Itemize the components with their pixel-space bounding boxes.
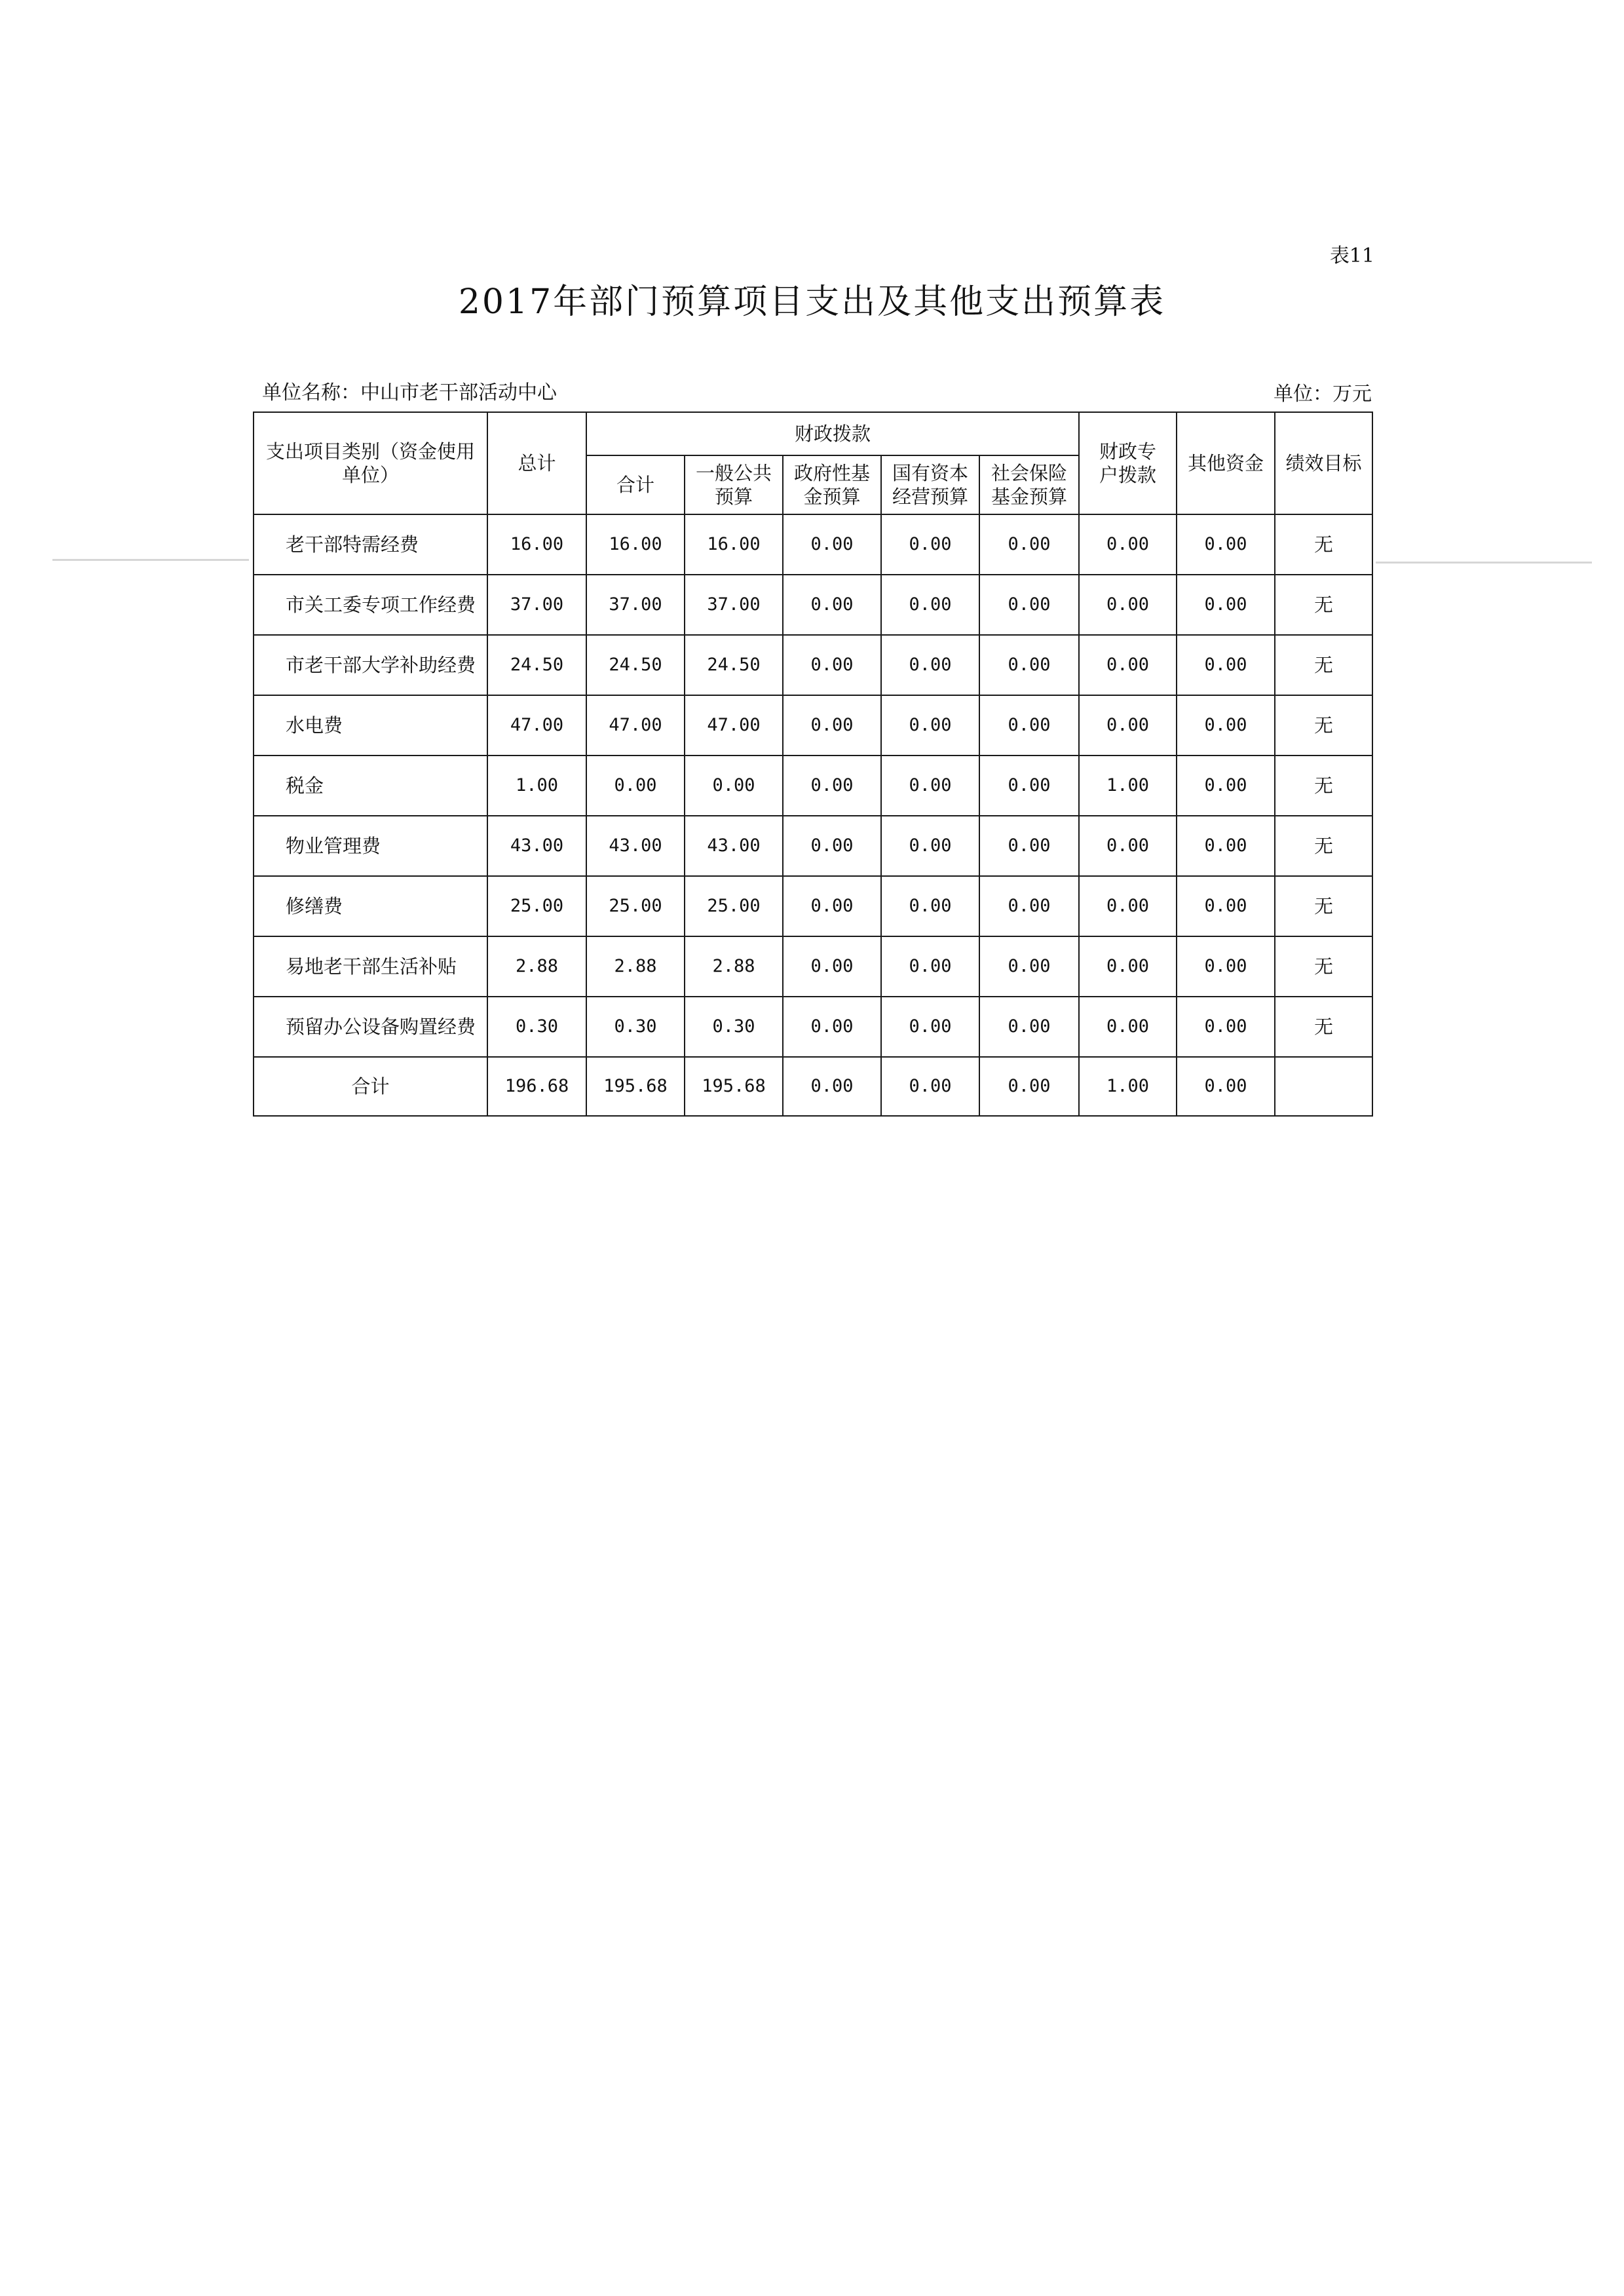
cell-total: 47.00: [487, 695, 586, 756]
cell-general-public: 47.00: [685, 695, 783, 756]
cell-other-funds: 0.00: [1177, 514, 1275, 575]
total-other-funds: 0.00: [1177, 1057, 1275, 1116]
total-gov-fund: 0.00: [783, 1057, 881, 1116]
header-special-account: 财政专户拨款: [1079, 412, 1177, 514]
cell-special-account: 0.00: [1079, 514, 1177, 575]
cell-general-public: 2.88: [685, 936, 783, 997]
total-social-insurance: 0.00: [979, 1057, 1079, 1116]
cell-general-public: 25.00: [685, 876, 783, 936]
cell-fiscal-subtotal: 16.00: [586, 514, 685, 575]
cell-general-public: 0.00: [685, 756, 783, 816]
cell-other-funds: 0.00: [1177, 997, 1275, 1057]
cell-gov-fund: 0.00: [783, 635, 881, 695]
cell-fiscal-subtotal: 2.88: [586, 936, 685, 997]
cell-other-funds: 0.00: [1177, 635, 1275, 695]
unit-name: 单位名称：中山市老干部活动中心: [262, 381, 557, 404]
cell-social-insurance: 0.00: [979, 695, 1079, 756]
cell-gov-fund: 0.00: [783, 514, 881, 575]
cell-state-capital: 0.00: [881, 514, 979, 575]
cell-state-capital: 0.00: [881, 756, 979, 816]
header-gov-fund: 政府性基金预算: [783, 455, 881, 514]
cell-social-insurance: 0.00: [979, 997, 1079, 1057]
cell-state-capital: 0.00: [881, 695, 979, 756]
cell-other-funds: 0.00: [1177, 816, 1275, 876]
cell-total: 43.00: [487, 816, 586, 876]
table-row: [254, 876, 1372, 936]
cell-total: 16.00: [487, 514, 586, 575]
cell-other-funds: 0.00: [1177, 876, 1275, 936]
cell-performance: 无: [1275, 635, 1372, 695]
cell-special-account: 1.00: [1079, 756, 1177, 816]
cell-other-funds: 0.00: [1177, 756, 1275, 816]
table-row: [254, 635, 1372, 695]
cell-state-capital: 0.00: [881, 876, 979, 936]
cell-other-funds: 0.00: [1177, 575, 1275, 635]
total-performance: [1275, 1057, 1372, 1116]
cell-performance: 无: [1275, 816, 1372, 876]
cell-fiscal-subtotal: 0.00: [586, 756, 685, 816]
total-row: [254, 1057, 1372, 1116]
cell-performance: 无: [1275, 575, 1372, 635]
row-item-name: 预留办公设备购置经费: [254, 997, 487, 1057]
cell-other-funds: 0.00: [1177, 695, 1275, 756]
cell-fiscal-subtotal: 37.00: [586, 575, 685, 635]
table-row: [254, 695, 1372, 756]
row-item-name: 修缮费: [254, 876, 487, 936]
row-item-name: 水电费: [254, 695, 487, 756]
scan-streak-left: [52, 559, 249, 561]
cell-general-public: 37.00: [685, 575, 783, 635]
cell-social-insurance: 0.00: [979, 876, 1079, 936]
cell-performance: 无: [1275, 997, 1372, 1057]
total-special-account: 1.00: [1079, 1057, 1177, 1116]
cell-special-account: 0.00: [1079, 635, 1177, 695]
cell-performance: 无: [1275, 514, 1372, 575]
cell-performance: 无: [1275, 936, 1372, 997]
cell-total: 37.00: [487, 575, 586, 635]
cell-social-insurance: 0.00: [979, 936, 1079, 997]
table-row: [254, 997, 1372, 1057]
cell-special-account: 0.00: [1079, 876, 1177, 936]
header-social-insurance: 社会保险基金预算: [979, 455, 1079, 514]
cell-general-public: 43.00: [685, 816, 783, 876]
budget-table: [253, 411, 1373, 1117]
header-category: 支出项目类别（资金使用单位）: [254, 412, 487, 514]
cell-state-capital: 0.00: [881, 635, 979, 695]
cell-gov-fund: 0.00: [783, 997, 881, 1057]
cell-total: 25.00: [487, 876, 586, 936]
cell-social-insurance: 0.00: [979, 756, 1079, 816]
unit-measure: 单位：万元: [1274, 383, 1372, 406]
cell-state-capital: 0.00: [881, 816, 979, 876]
cell-total: 2.88: [487, 936, 586, 997]
cell-fiscal-subtotal: 47.00: [586, 695, 685, 756]
row-item-name: 市老干部大学补助经费: [254, 635, 487, 695]
cell-fiscal-subtotal: 0.30: [586, 997, 685, 1057]
total-total: 196.68: [487, 1057, 586, 1116]
row-item-name: 易地老干部生活补贴: [254, 936, 487, 997]
table-row: [254, 756, 1372, 816]
cell-gov-fund: 0.00: [783, 816, 881, 876]
cell-state-capital: 0.00: [881, 997, 979, 1057]
table-body: [254, 514, 1372, 1116]
table-row: [254, 514, 1372, 575]
cell-special-account: 0.00: [1079, 816, 1177, 876]
cell-general-public: 0.30: [685, 997, 783, 1057]
cell-performance: 无: [1275, 876, 1372, 936]
header-fiscal-group: 财政拨款: [586, 412, 1079, 455]
total-state-capital: 0.00: [881, 1057, 979, 1116]
cell-performance: 无: [1275, 756, 1372, 816]
cell-performance: 无: [1275, 695, 1372, 756]
table-number-label: 表11: [1329, 244, 1374, 267]
row-item-name: 税金: [254, 756, 487, 816]
cell-special-account: 0.00: [1079, 695, 1177, 756]
row-item-name: 老干部特需经费: [254, 514, 487, 575]
cell-fiscal-subtotal: 24.50: [586, 635, 685, 695]
cell-fiscal-subtotal: 25.00: [586, 876, 685, 936]
cell-other-funds: 0.00: [1177, 936, 1275, 997]
page-title: 2017年部门预算项目支出及其他支出预算表: [458, 282, 1166, 322]
header-other-funds: 其他资金: [1177, 412, 1275, 514]
scan-streak-right: [1376, 562, 1592, 564]
total-fiscal-subtotal: 195.68: [586, 1057, 685, 1116]
header-fiscal-subtotal: 合计: [586, 455, 685, 514]
row-item-name: 市关工委专项工作经费: [254, 575, 487, 635]
row-item-name: 物业管理费: [254, 816, 487, 876]
cell-social-insurance: 0.00: [979, 816, 1079, 876]
table-row: [254, 936, 1372, 997]
cell-social-insurance: 0.00: [979, 575, 1079, 635]
cell-gov-fund: 0.00: [783, 756, 881, 816]
total-row-label: 合计: [254, 1057, 487, 1116]
header-performance: 绩效目标: [1275, 412, 1372, 514]
cell-gov-fund: 0.00: [783, 936, 881, 997]
table-row: [254, 575, 1372, 635]
cell-gov-fund: 0.00: [783, 695, 881, 756]
cell-total: 0.30: [487, 997, 586, 1057]
cell-general-public: 16.00: [685, 514, 783, 575]
header-state-capital: 国有资本经营预算: [881, 455, 979, 514]
cell-state-capital: 0.00: [881, 936, 979, 997]
table-row: [254, 816, 1372, 876]
cell-general-public: 24.50: [685, 635, 783, 695]
cell-total: 24.50: [487, 635, 586, 695]
cell-total: 1.00: [487, 756, 586, 816]
header-total: 总计: [487, 412, 586, 514]
cell-special-account: 0.00: [1079, 575, 1177, 635]
cell-social-insurance: 0.00: [979, 635, 1079, 695]
cell-social-insurance: 0.00: [979, 514, 1079, 575]
cell-state-capital: 0.00: [881, 575, 979, 635]
cell-gov-fund: 0.00: [783, 575, 881, 635]
cell-fiscal-subtotal: 43.00: [586, 816, 685, 876]
header-general-public: 一般公共预算: [685, 455, 783, 514]
cell-special-account: 0.00: [1079, 936, 1177, 997]
cell-gov-fund: 0.00: [783, 876, 881, 936]
cell-special-account: 0.00: [1079, 997, 1177, 1057]
total-general-public: 195.68: [685, 1057, 783, 1116]
